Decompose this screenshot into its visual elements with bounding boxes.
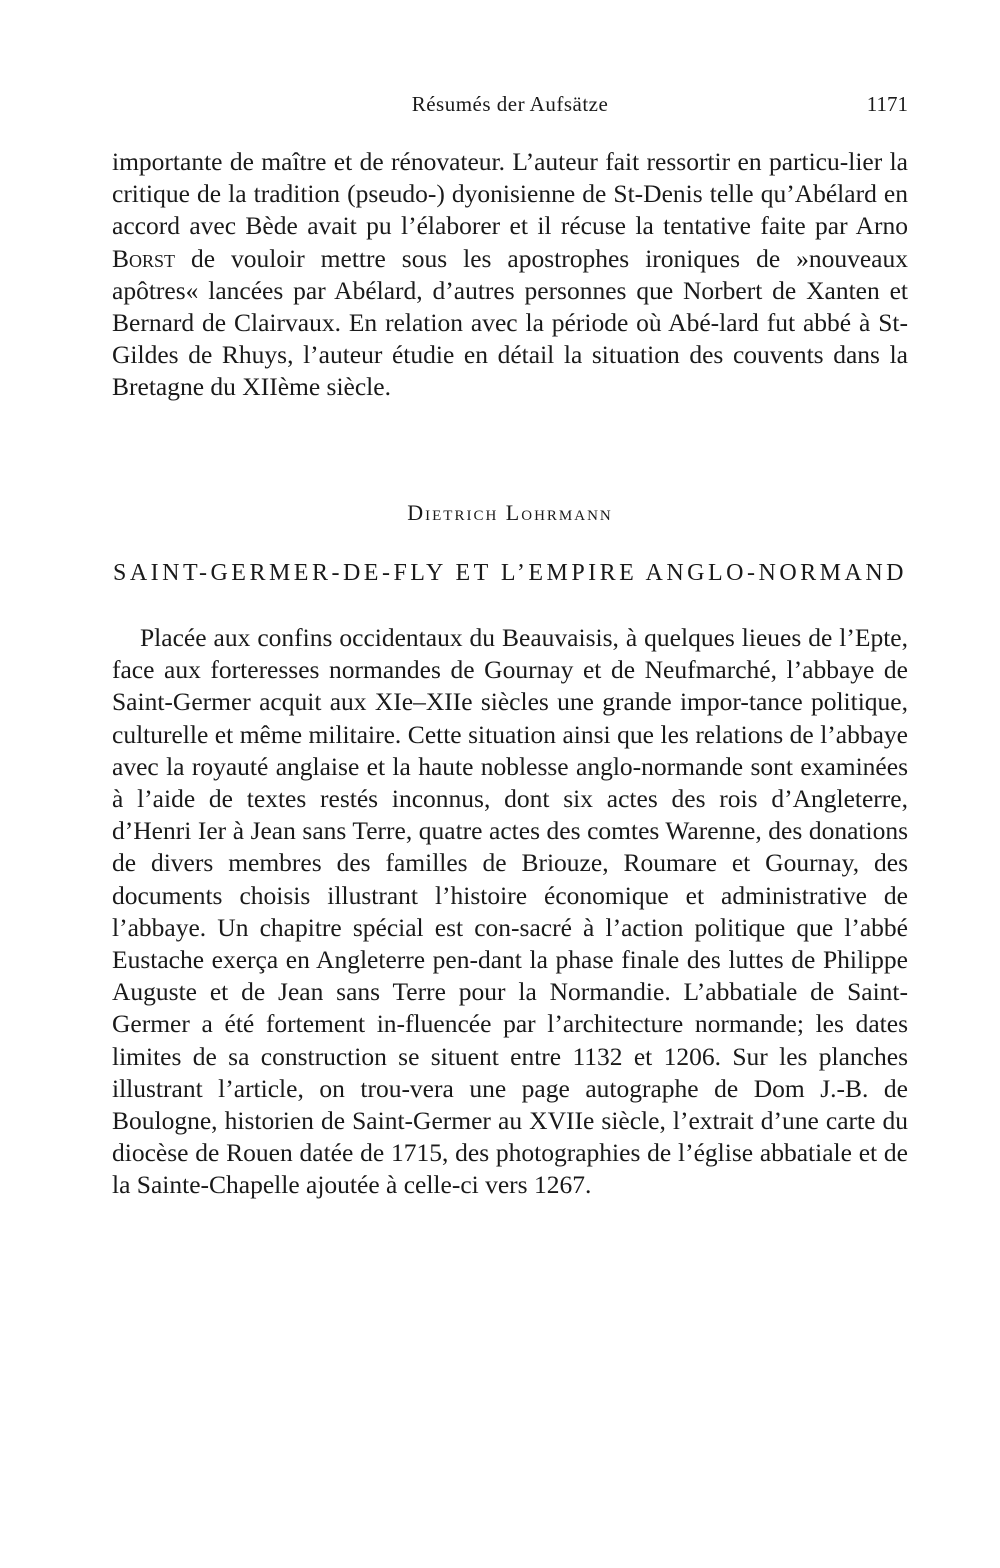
running-head: [112, 92, 908, 122]
cited-author-name: Borst: [112, 243, 176, 273]
abstract-paragraph: Placée aux confins occidentaux du Beauvaisis, à quelques lieues de l’Epte, face aux forteresses normandes de Gournay et de Neufmarché, l’abbaye de Saint-Germer acquit aux XIe–XIIe siècles une grande impor-tance politique, culturelle et même militaire. Cette situation ainsi que les relations de l’abbaye avec la royauté anglaise et la haute noblesse anglo-normande sont examinées à l’aide de textes restés inconnus, dont six actes des rois d’Angleterre, d’Henri Ier à Jean sans Terre, quatre actes des comtes Warenne, des donations de divers membres des familles de Briouze, Roumare et Gournay, des documents choisis illustrant l’histoire économique et administrative de l’abbaye. Un chapitre spécial est con-sacré à l’action politique que l’abbé Eustache exerça en Angleterre pen-dant la phase finale des luttes de Philippe Auguste et de Jean sans Terre pour la Normandie. L’abbatiale de Saint-Germer a été fortement in-fluencée par l’architecture normande; les dates limites de sa construction se situent entre 1132 et 1206. Sur les planches illustrant l’article, on trou-vera une page autographe de Dom J.-B. de Boulogne, historien de Saint-Germer au XVIIe siècle, l’extrait d’une carte du diocèse de Rouen datée de 1715, des photographies de l’église abbatiale et de la Sainte-Chapelle ajoutée à celle-ci vers 1267.: [112, 623, 908, 1200]
continued-text-part-1: importante de maître et de rénovateur. L’auteur fait ressortir en particu-lier la critique de la tradition (pseudo-) dyonisienne de St-Denis telle qu’Abélard en accord avec Bède avait pu l’élaborer et il récuse la tentative faite par Arno: [112, 147, 908, 241]
article-author: Dietrich Lohrmann: [407, 500, 613, 525]
page-number: 1171: [866, 92, 908, 116]
running-head-title: Résumés der Aufsätze: [411, 92, 609, 116]
continued-paragraph-text: [112, 146, 908, 404]
continued-text-part-2: de vouloir mettre sous les apostrophes ironiques de »nouveaux apôtres« lancées par Abélard, d’autres personnes que Norbert de Xanten et Bernard de Clairvaux. En relation avec la période où Abé-lard fut abbé à St-Gildes de Rhuys, l’auteur étudie en détail la situation des couvents dans la Bretagne du XIIème siècle.: [112, 243, 908, 402]
continued-paragraph: [112, 146, 908, 404]
article-abstract: [112, 622, 908, 1202]
article-title: SAINT-GERMER-DE-FLY ET L’EMPIRE ANGLO-NORMAND: [113, 560, 907, 586]
